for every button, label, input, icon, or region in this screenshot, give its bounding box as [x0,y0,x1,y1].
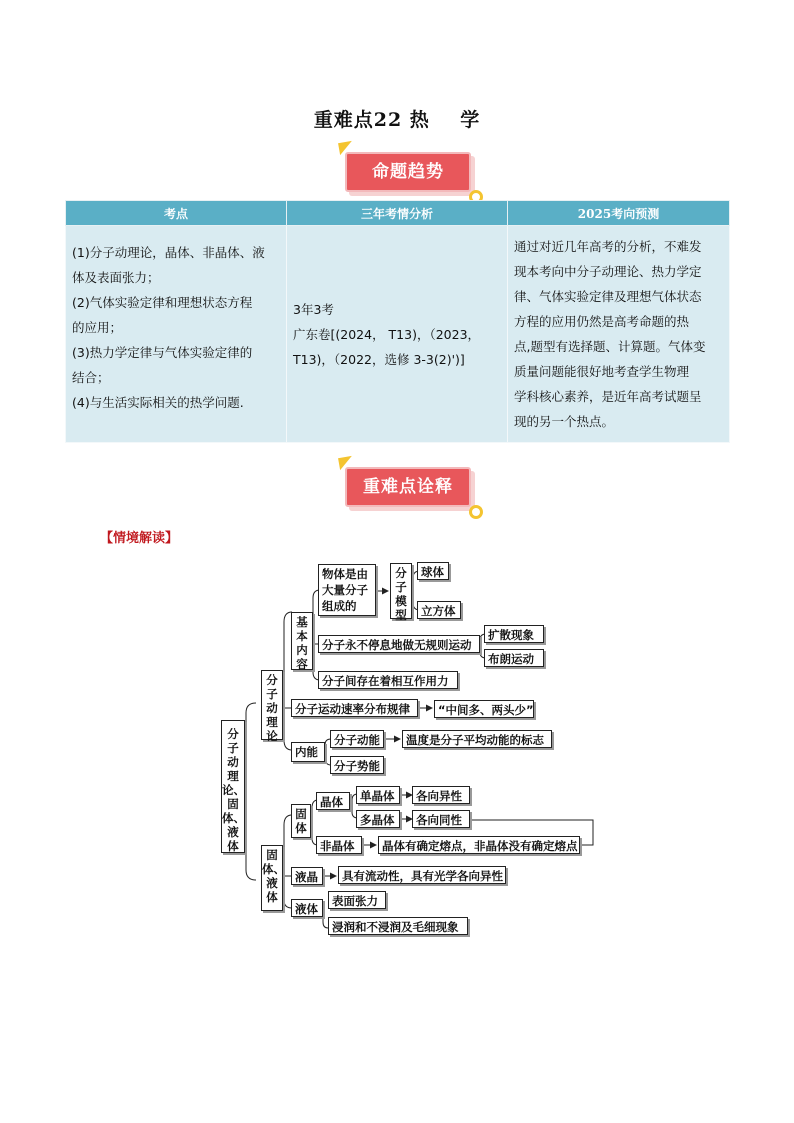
explain-banner-label: 重难点诠释 [345,467,471,507]
node-internal: 内能 [291,742,325,762]
forecast-line: 现的另一个热点。 [514,414,615,429]
topic-line: (2)气体实验定律和理想状态方程 [72,295,253,310]
node-basic: 基本内容 [291,612,313,670]
node-model: 分子模型 [390,563,412,619]
node-speed-law: 分子运动速率分布规律 [291,699,418,717]
topic-line: 的应用； [72,320,123,335]
node-solid-liquid: 固体、液体 [261,845,283,911]
page-title: 重难点22 热 学 [313,109,481,131]
forecast-line: 学科核心素养，是近年高考试题呈 [514,389,702,404]
node-wetting: 浸润和不浸润及毛细现象 [328,917,468,935]
analysis-line: 3年3考 [293,301,334,317]
node-liquid: 液体 [291,899,323,917]
forecast-line: 现本考向中分子动理论、热力学定 [514,264,702,279]
node-cube: 立方体 [417,601,461,619]
forecast-line: 通过对近几年高考的分析，不难发 [514,239,702,254]
node-sphere: 球体 [417,562,449,580]
node-made-of: 物体是由大量分子组成的 [318,564,376,616]
node-iso: 各向同性 [412,810,470,828]
node-melting: 晶体有确定熔点，非晶体没有确定熔点 [378,836,580,854]
node-force: 分子间存在着相互作用力 [318,671,458,689]
trend-banner-label: 命题趋势 [345,152,471,192]
node-crystal: 晶体 [316,792,350,810]
node-diffusion: 扩散现象 [484,625,544,643]
header-forecast: 2025考向预测 [508,201,730,226]
header-analysis: 三年考情分析 [287,201,508,226]
node-solid: 固体 [291,804,311,838]
node-ke-note: 温度是分子平均动能的标志 [402,730,552,748]
node-tension: 表面张力 [328,891,386,909]
forecast-line: 方程的应用仍然是高考命题的热 [514,314,690,329]
node-single: 单晶体 [356,786,400,804]
forecast-line: 点,题型有选择题、计算题。气体变 [514,339,706,354]
node-motion: 分子永不停息地做无规则运动 [318,635,480,653]
topic-line: (1)分子动理论，晶体、非晶体、液 [72,245,265,260]
topic-line: 结合； [72,370,110,385]
section-label: 【情境解读】 [100,531,179,546]
node-ke: 分子动能 [330,730,384,748]
node-poly: 多晶体 [356,810,400,828]
header-topic: 考点 [66,201,287,226]
node-brownian: 布朗运动 [484,649,544,667]
forecast-line: 质量问题能很好地考查学生物理 [514,364,690,379]
mindmap-root: 分子动理论、固体、液体 [221,720,245,853]
analysis-line: 广东卷[(2024， T13)，（2023， [293,326,481,342]
analysis-line: T13)，（2022，选修 3-3(2)')] [293,351,465,367]
node-kinetic: 分子动理论 [261,670,283,740]
topic-line: 体及表面张力； [72,270,160,285]
topic-line: (4)与生活实际相关的热学问题. [72,395,244,410]
node-amorphous: 非晶体 [316,836,362,854]
node-speed-result: “中间多、两头少” [434,700,534,718]
node-pe: 分子势能 [330,756,384,774]
node-liquid-crystal: 液晶 [291,867,323,885]
node-lc-note: 具有流动性，具有光学各向异性 [338,866,506,884]
node-aniso: 各向异性 [412,786,470,804]
topic-line: (3)热力学定律与气体实验定律的 [72,345,253,360]
forecast-line: 律、气体实验定律及理想气体状态 [514,289,702,304]
